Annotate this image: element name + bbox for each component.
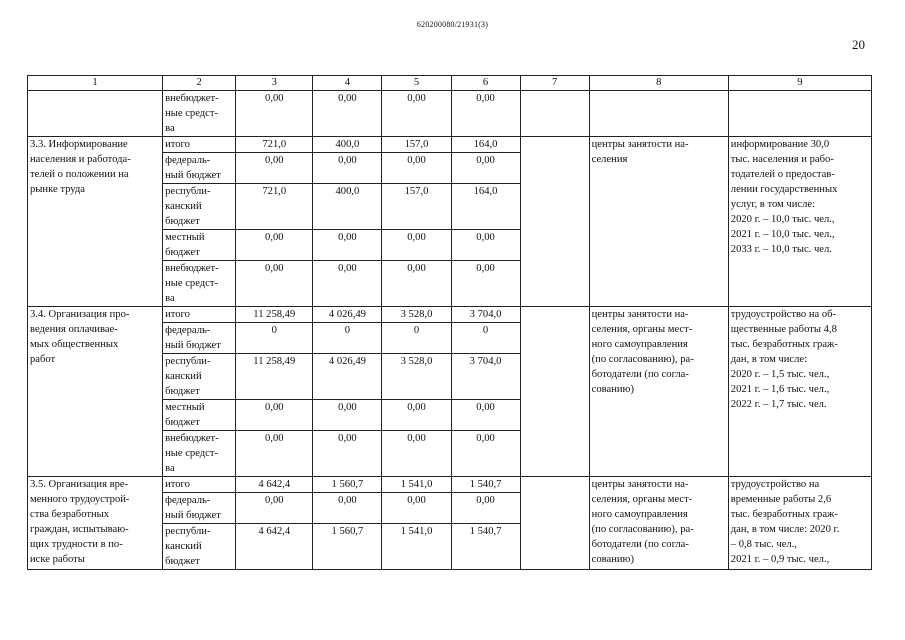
amount-cell: 400,0 (313, 137, 382, 153)
program-table (27, 75, 872, 570)
amount-cell: 0,00 (236, 153, 313, 184)
column-number: 1 (28, 76, 163, 91)
amount-cell: 1 541,0 (382, 524, 451, 570)
amount-cell: 157,0 (382, 137, 451, 153)
amount-cell: 11 258,49 (236, 307, 313, 323)
amount-cell: 0,00 (451, 431, 520, 477)
column-number: 7 (520, 76, 589, 91)
funding-source: итого (163, 307, 236, 323)
amount-cell: 400,0 (313, 184, 382, 230)
amount-cell: 0,00 (313, 261, 382, 307)
measure-title: 3.5. Организация вре- менного трудоустрой- ства безработных граждан, испытываю- щих трудности в по- иске работы (28, 477, 163, 570)
amount-cell: 0,00 (382, 261, 451, 307)
amount-cell: 0,00 (382, 431, 451, 477)
amount-cell: 1 560,7 (313, 477, 382, 493)
amount-cell: 0,00 (313, 230, 382, 261)
amount-cell: 0,00 (236, 493, 313, 524)
amount-cell: 0,00 (382, 230, 451, 261)
amount-cell: 3 704,0 (451, 307, 520, 323)
amount-cell: 0,00 (313, 431, 382, 477)
amount-cell: 0 (382, 323, 451, 354)
funding-source: внебюджет- ные средст- ва (163, 431, 236, 477)
amount-cell: 0,00 (451, 153, 520, 184)
empty-cell (728, 91, 871, 137)
amount-cell: 3 528,0 (382, 354, 451, 400)
amount-cell: 0,00 (382, 153, 451, 184)
table-row (28, 137, 872, 153)
column-number: 3 (236, 76, 313, 91)
amount-cell: 3 528,0 (382, 307, 451, 323)
amount-cell: 4 026,49 (313, 354, 382, 400)
funding-source: федераль- ный бюджет (163, 493, 236, 524)
amount-cell: 0,00 (236, 400, 313, 431)
empty-cell (520, 477, 589, 570)
column-number: 4 (313, 76, 382, 91)
column-number: 2 (163, 76, 236, 91)
amount-cell: 0,00 (313, 91, 382, 137)
amount-cell: 11 258,49 (236, 354, 313, 400)
funding-source: федераль- ный бюджет (163, 323, 236, 354)
amount-cell: 4 026,49 (313, 307, 382, 323)
amount-cell: 721,0 (236, 184, 313, 230)
column-number: 8 (589, 76, 728, 91)
measure-title: 3.4. Организация про- ведения оплачивае- мых общественных работ (28, 307, 163, 477)
empty-cell (520, 91, 589, 137)
empty-cell (28, 91, 163, 137)
executor-cell: центры занятости на- селения (589, 137, 728, 307)
amount-cell: 3 704,0 (451, 354, 520, 400)
measure-title: 3.3. Информирование населения и работода- телей о положении на рынке труда (28, 137, 163, 307)
empty-cell (520, 307, 589, 477)
amount-cell: 1 540,7 (451, 477, 520, 493)
amount-cell: 164,0 (451, 184, 520, 230)
amount-cell: 0,00 (236, 261, 313, 307)
funding-source: республи- канский бюджет (163, 184, 236, 230)
funding-source: внебюджет- ные средст- ва (163, 91, 236, 137)
amount-cell: 721,0 (236, 137, 313, 153)
funding-source: республи- канский бюджет (163, 354, 236, 400)
amount-cell: 1 560,7 (313, 524, 382, 570)
funding-source: федераль- ный бюджет (163, 153, 236, 184)
result-cell: трудоустройство на временные работы 2,6 тыс. безработных граж- дан, в том числе: 2020 г. – 0,8 тыс. чел., 2021 г. – 0,9 тыс. чел., (728, 477, 871, 570)
funding-source: внебюджет- ные средст- ва (163, 261, 236, 307)
table-body (28, 76, 872, 570)
amount-cell: 4 642,4 (236, 477, 313, 493)
funding-source: итого (163, 137, 236, 153)
executor-cell: центры занятости на- селения, органы мест- ного самоуправления (по согласованию), ра- ботодатели (по согла- сованию) (589, 477, 728, 570)
column-number: 6 (451, 76, 520, 91)
table-row (28, 91, 872, 137)
executor-cell: центры занятости на- селения, органы мест- ного самоуправления (по согласованию), ра- ботодатели (по согла- сованию) (589, 307, 728, 477)
amount-cell: 4 642,4 (236, 524, 313, 570)
amount-cell: 0,00 (382, 493, 451, 524)
amount-cell: 0,00 (382, 400, 451, 431)
amount-cell: 0,00 (313, 153, 382, 184)
amount-cell: 0,00 (451, 91, 520, 137)
amount-cell: 164,0 (451, 137, 520, 153)
amount-cell: 0,00 (236, 91, 313, 137)
amount-cell: 0 (236, 323, 313, 354)
funding-source: итого (163, 477, 236, 493)
column-number: 9 (728, 76, 871, 91)
amount-cell: 0 (451, 323, 520, 354)
amount-cell: 0,00 (236, 431, 313, 477)
table-row (28, 307, 872, 323)
amount-cell: 0,00 (451, 400, 520, 431)
amount-cell: 0 (313, 323, 382, 354)
result-cell: информирование 30,0 тыс. населения и рабо- тодателей о предостав- лении государственных услуг, в том числе: 2020 г. – 10,0 тыс. чел., 2021 г. – 10,0 тыс. чел., 2033 г. – 10,0 тыс. чел. (728, 137, 871, 307)
amount-cell: 0,00 (451, 493, 520, 524)
amount-cell: 0,00 (313, 493, 382, 524)
amount-cell: 1 541,0 (382, 477, 451, 493)
empty-cell (589, 91, 728, 137)
amount-cell: 0,00 (451, 230, 520, 261)
column-number-row (28, 76, 872, 91)
amount-cell: 0,00 (382, 91, 451, 137)
funding-source: местный бюджет (163, 400, 236, 431)
funding-source: местный бюджет (163, 230, 236, 261)
table-row (28, 477, 872, 493)
page-number: 20 (852, 37, 865, 52)
empty-cell (520, 137, 589, 307)
amount-cell: 0,00 (451, 261, 520, 307)
funding-source: республи- канский бюджет (163, 524, 236, 570)
result-cell: трудоустройство на об- щественные работы 4,8 тыс. безработных граж- дан, в том числе: 2020 г. – 1,5 тыс. чел., 2021 г. – 1,6 тыс. чел., 2022 г. – 1,7 тыс. чел. (728, 307, 871, 477)
amount-cell: 1 540,7 (451, 524, 520, 570)
column-number: 5 (382, 76, 451, 91)
document-id: 620200080/21931(3) (416, 20, 489, 29)
amount-cell: 0,00 (313, 400, 382, 431)
amount-cell: 157,0 (382, 184, 451, 230)
amount-cell: 0,00 (236, 230, 313, 261)
